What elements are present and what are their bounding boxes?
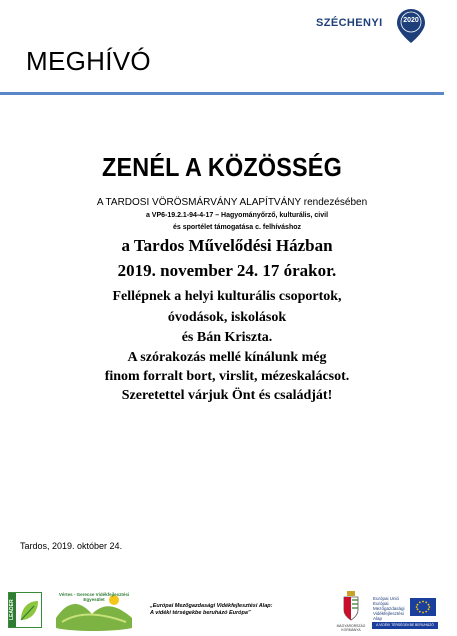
- eu-text-line: Európai Unió: [373, 596, 400, 601]
- page-title: MEGHÍVÓ: [26, 46, 151, 76]
- eu-banner: A VIDÉKI TÉRSÉGEKBE BERUHÁZÓ EURÓPA: [372, 622, 438, 629]
- szechenyi-brand-text: SZÉCHENYI: [316, 17, 383, 29]
- leaf-icon: [18, 598, 40, 624]
- grant-line: a VP6-19.2.1-94-4-17 – Hagyományőrző, kulturális, civil: [145, 212, 329, 219]
- organizer-suffix: rendezésében: [300, 197, 368, 208]
- coat-of-arms-icon: [334, 590, 368, 624]
- body-line: és Bán Kriszta.: [181, 330, 273, 345]
- venue-line: a Tardos Művelődési Házban: [121, 236, 333, 255]
- eu-logo: [370, 590, 440, 632]
- body-line: Fellépnek a helyi kulturális csoportok,: [112, 289, 342, 304]
- eu-text-line: Vidékfejlesztési Alap: [373, 611, 404, 621]
- eu-flag-icon: [410, 598, 436, 616]
- organizer-name: A TARDOSI VÖRÖSMÁRVÁNY ALAPÍTVÁNY: [96, 197, 301, 208]
- body-line: Szeretettel várjuk Önt és családját!: [121, 388, 333, 403]
- datetime-line: 2019. november 24. 17 órakor.: [117, 261, 337, 280]
- grant-line-2: és sportélet támogatása c. felhíváshoz: [173, 224, 301, 231]
- eafrd-slogan-line: A vidéki térségekbe beruházó Európa”: [150, 610, 251, 616]
- event-title: ZENÉL A KÖZÖSSÉG: [102, 152, 342, 182]
- footer-logos: [0, 588, 457, 635]
- vertes-gerecse-label: Vértes - Gerecse Vidékfejlesztési Egyesület: [58, 592, 130, 602]
- hungarian-government-logo: [334, 590, 368, 634]
- body-line: A szórakozás mellé kínálunk még: [127, 350, 327, 365]
- organizer-line: [0, 197, 444, 208]
- body-line: finom forralt bort, virslit, mézeskalácsot.: [104, 369, 350, 384]
- eu-text-line: Európai Mezőgazdasági: [373, 601, 405, 611]
- leader-label: LEADER: [9, 593, 16, 627]
- eafrd-slogan: [150, 603, 272, 617]
- leader-logo: [8, 592, 42, 628]
- szechenyi-year: 2020: [403, 17, 419, 24]
- szechenyi-2020-logo: [316, 8, 428, 42]
- header-divider: [0, 92, 444, 95]
- place-date-signature: Tardos, 2019. október 24.: [20, 541, 123, 551]
- body-line: óvodások, iskolások: [167, 310, 287, 325]
- vertes-gerecse-logo: [54, 588, 134, 632]
- eu-stars-icon: [410, 598, 436, 616]
- eafrd-slogan-line: „Európai Mezőgazdasági Vidékfejlesztési Alap:: [150, 603, 273, 609]
- map-pin-icon: [396, 8, 426, 44]
- government-label-line: KORMÁNYA: [341, 628, 361, 632]
- government-label-line: MAGYARORSZÁG: [336, 624, 366, 628]
- government-label: [332, 624, 370, 632]
- eu-text: [373, 596, 407, 621]
